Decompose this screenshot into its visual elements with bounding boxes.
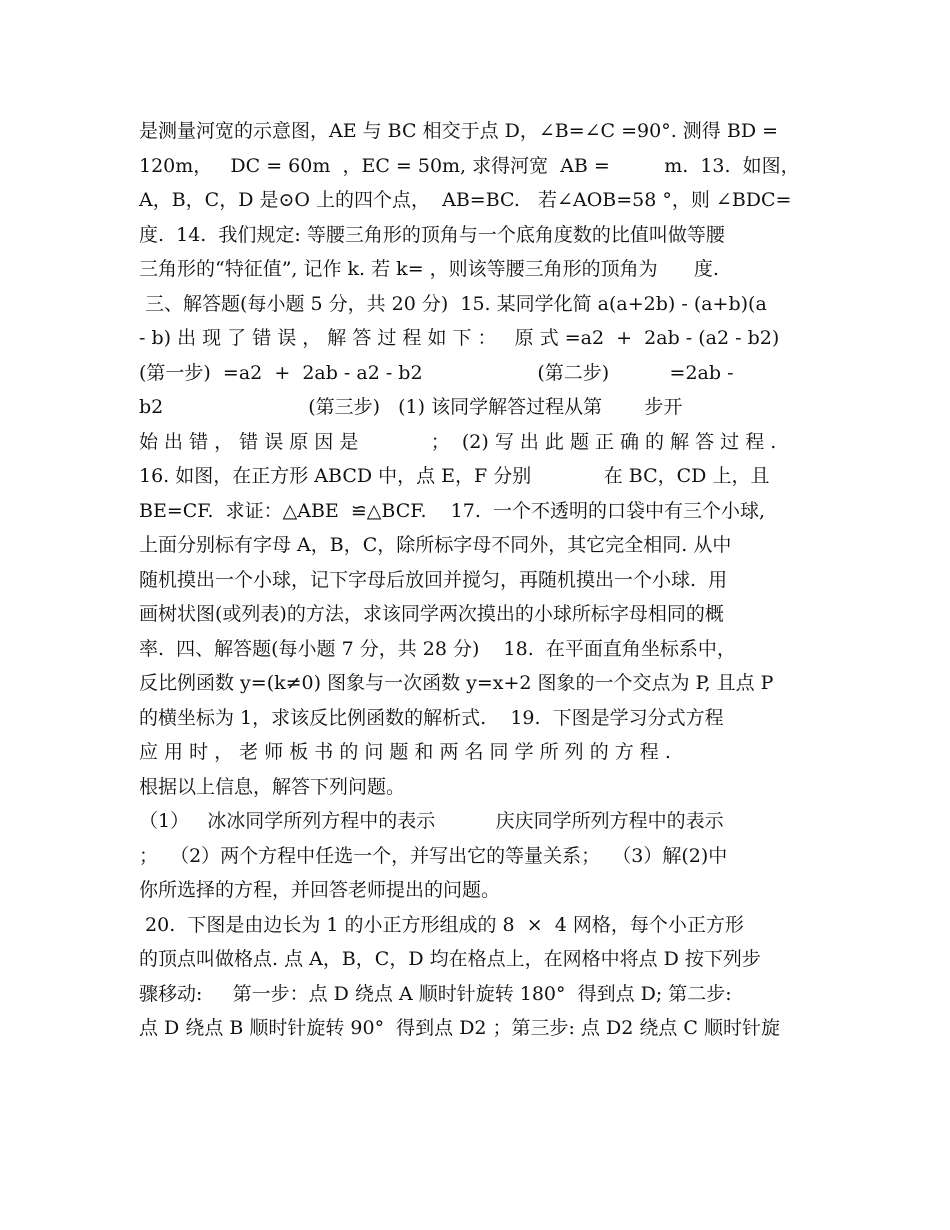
text-line: 你所选择的方程，并回答老师提出的问题。 — [139, 879, 501, 901]
text-line: BE=CF. 求证：△ABE ≌△BCF. 17. 一个不透明的口袋中有三个小球, — [139, 499, 766, 522]
text-line: 应 用 时 ， 老 师 板 书 的 问 题 和 两 名 同 学 所 列 的 方 程 . — [139, 741, 671, 763]
text-line: (第一步) =a2 + 2ab - a2 - b2 (第二步) =2ab - — [139, 361, 734, 384]
text-line: A，B，C，D 是⊙O 上的四个点， AB=BC. 若∠AOB=58 °，则 ∠BDC= — [139, 189, 792, 211]
text-line: ； （2）两个方程中任选一个，并写出它的等量关系； （3）解(2)中 — [139, 844, 728, 867]
text-line: 20. 下图是由边长为 1 的小正方形组成的 8 × 4 网格，每个小正方形 — [139, 913, 744, 936]
text-line: 随机摸出一个小球，记下字母后放回并搅匀，再随机摸出一个小球. 用 — [139, 568, 728, 591]
text-line: - b) 出 现 了 错 误 ， 解 答 过 程 如 下 ： 原 式 =a2 + 2ab - (a2 - b2) — [139, 327, 780, 349]
text-line: b2 (第三步) (1) 该同学解答过程从第 步开 — [139, 396, 683, 418]
text-line: （1） 冰冰同学所列方程中的表示 庆庆同学所列方程中的表示 — [139, 810, 724, 832]
text-line: 120m， DC = 60m ，EC = 50m, 求得河宽 AB = m. 13. 如图， — [139, 154, 800, 177]
text-line: 反比例函数 y=(k≠0) 图象与一次函数 y=x+2 图象的一个交点为 P, 且点 P — [139, 672, 774, 694]
text-line: 点 D 绕点 B 顺时针旋转 90° 得到点 D2 ；第三步: 点 D2 绕点 C 顺时针旋 — [139, 1017, 781, 1039]
text-line: 画树状图(或列表)的方法，求该同学两次摸出的小球所标字母相同的概 — [139, 603, 724, 625]
document-body — [139, 114, 819, 1046]
text-line: 三角形的“特征值”, 记作 k. 若 k= ，则该等腰三角形的顶角为 度. — [139, 258, 719, 280]
text-line: 三、解答题(每小题 5 分，共 20 分) 15. 某同学化简 a(a+2b) - (a+b)(a — [139, 292, 767, 315]
text-line: 始 出 错 ， 错 误 原 因 是 ； (2) 写 出 此 题 正 确 的 解 答 过 程 . — [139, 430, 777, 453]
text-line: 度. 14. 我们规定: 等腰三角形的顶角与一个底角度数的比值叫做等腰 — [139, 223, 725, 246]
text-line: 的顶点叫做格点. 点 A，B，C，D 均在格点上，在网格中将点 D 按下列步 — [139, 948, 761, 970]
text-line: 率. 四、解答题(每小题 7 分，共 28 分) 18. 在平面直角坐标系中， — [139, 637, 736, 660]
text-line: 上面分别标有字母 A，B，C，除所标字母不同外，其它完全相同. 从中 — [139, 534, 732, 556]
text-line: 骤移动: 第一步：点 D 绕点 A 顺时针旋转 180° 得到点 D; 第二步: — [139, 982, 732, 1005]
text-line: 16. 如图，在正方形 ABCD 中，点 E，F 分别 在 BC，CD 上，且 — [139, 465, 770, 487]
text-line: 的横坐标为 1，求该反比例函数的解析式. 19. 下图是学习分式方程 — [139, 706, 724, 729]
text-line: 根据以上信息，解答下列问题。 — [139, 775, 406, 798]
text-line: 是测量河宽的示意图，AE 与 BC 相交于点 D，∠B=∠C =90°. 测得 BD = — [139, 120, 779, 142]
